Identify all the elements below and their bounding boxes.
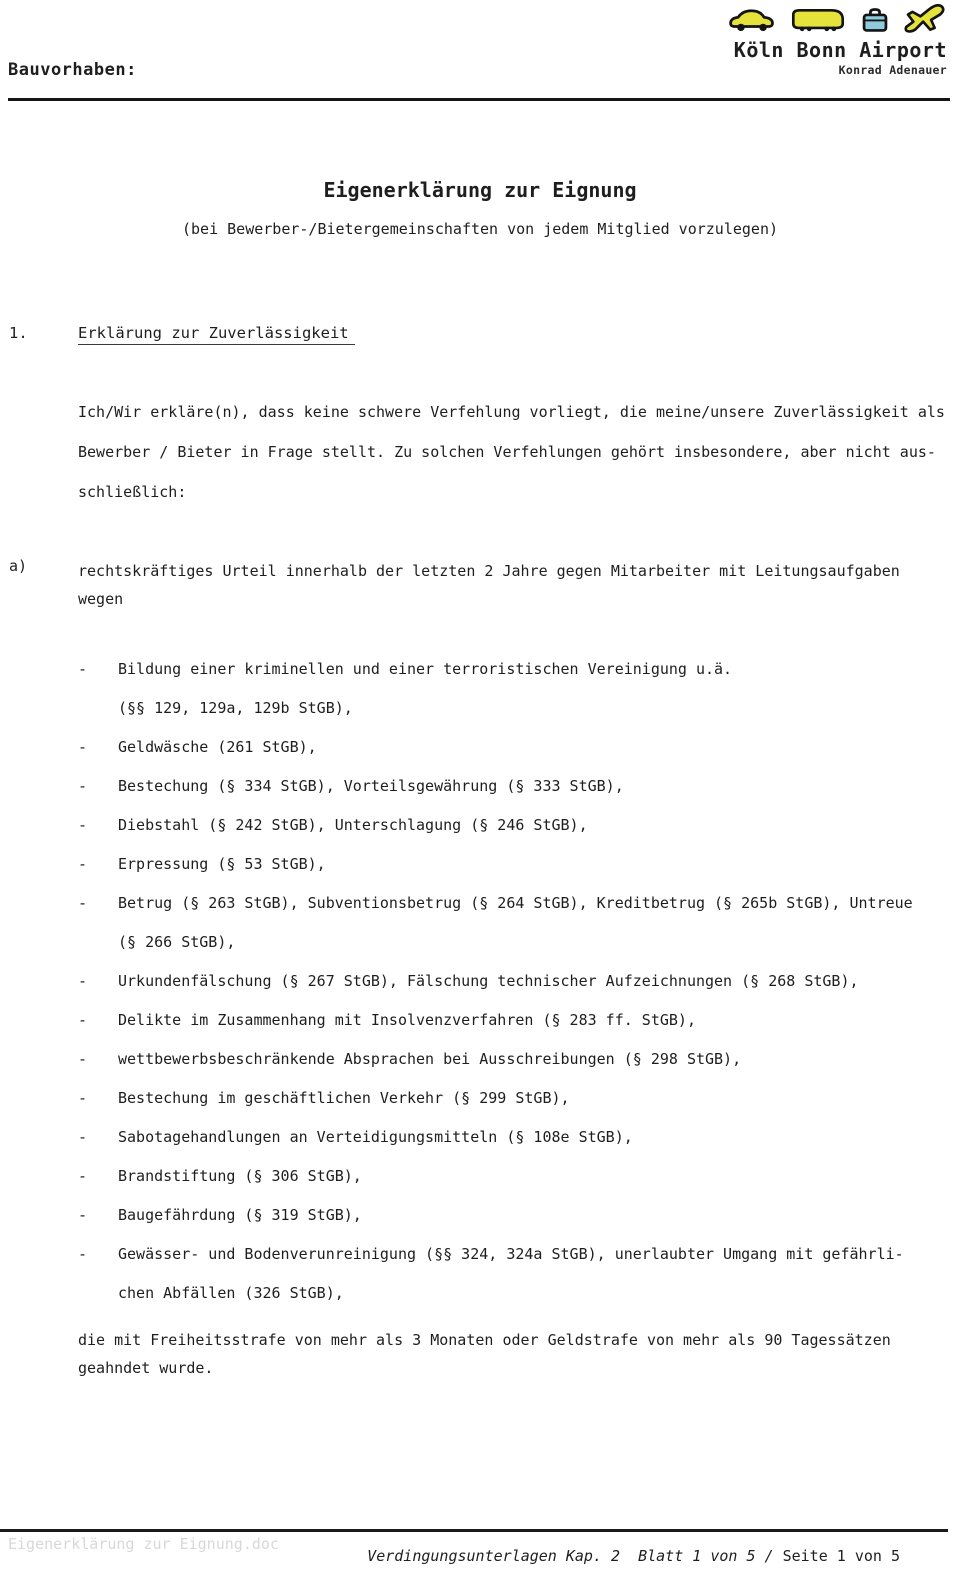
list-item bbox=[78, 728, 958, 767]
offense-text bbox=[118, 1040, 958, 1079]
offense-text bbox=[118, 1001, 958, 1040]
text-line: rechtskräftiges Urteil innerhalb der letzten 2 Jahre gegen Mitarbeiter mit Leitungsaufgaben bbox=[78, 562, 900, 580]
text-line: Bildung einer kriminellen und einer terroristischen Vereinigung u.ä. bbox=[118, 660, 733, 678]
logo-tagline: Konrad Adenauer bbox=[838, 63, 947, 77]
footer-reference-page: Seite 1 von 5 bbox=[782, 1547, 900, 1565]
project-label: Bauvorhaben: bbox=[8, 60, 137, 80]
section-number: 1. bbox=[9, 324, 28, 342]
offense-text bbox=[118, 650, 958, 728]
list-item bbox=[78, 1118, 958, 1157]
list-item bbox=[78, 1235, 958, 1313]
text-line: (§§ 129, 129a, 129b StGB), bbox=[118, 699, 353, 717]
list-item bbox=[78, 962, 958, 1001]
car-icon bbox=[728, 5, 776, 35]
text-line: Erpressung (§ 53 StGB), bbox=[118, 855, 326, 873]
text-line: Brandstiftung (§ 306 StGB), bbox=[118, 1167, 362, 1185]
text-line: Ich/Wir erkläre(n), dass keine schwere Verfehlung vorliegt, die meine/unsere Zuverlässigkeit als bbox=[78, 403, 945, 421]
airport-logo bbox=[728, 4, 947, 77]
text-line: schließlich: bbox=[78, 483, 187, 501]
bullet-dash: - bbox=[78, 1089, 88, 1107]
item-a-marker: a) bbox=[9, 557, 28, 575]
offense-text bbox=[118, 1079, 958, 1118]
list-item bbox=[78, 1196, 958, 1235]
offense-text bbox=[118, 884, 958, 962]
offense-text bbox=[118, 767, 958, 806]
text-line: Betrug (§ 263 StGB), Subventionsbetrug (§ 264 StGB), Kreditbetrug (§ 265b StGB), Untreue bbox=[118, 894, 913, 912]
text-line: Baugefährdung (§ 319 StGB), bbox=[118, 1206, 362, 1224]
list-item bbox=[78, 845, 958, 884]
bullet-dash: - bbox=[78, 738, 88, 756]
bullet-dash: - bbox=[78, 855, 88, 873]
text-line: chen Abfällen (326 StGB), bbox=[118, 1284, 344, 1302]
bullet-dash: - bbox=[78, 1167, 88, 1185]
footer-divider bbox=[0, 1529, 948, 1532]
item-a-paragraph bbox=[78, 557, 958, 613]
bullet-dash: - bbox=[78, 777, 88, 795]
intro-paragraph bbox=[78, 392, 958, 512]
text-line: Diebstahl (§ 242 StGB), Unterschlagung (§ 246 StGB), bbox=[118, 816, 588, 834]
text-line: die mit Freiheitsstrafe von mehr als 3 Monaten oder Geldstrafe von mehr als 90 Tagessätzen bbox=[78, 1331, 891, 1349]
bullet-dash: - bbox=[78, 972, 88, 990]
text-line: wegen bbox=[78, 590, 124, 608]
list-item bbox=[78, 1001, 958, 1040]
bullet-dash: - bbox=[78, 1128, 88, 1146]
text-line: Geldwäsche (261 StGB), bbox=[118, 738, 317, 756]
text-line: Bewerber / Bieter in Frage stellt. Zu solchen Verfehlungen gehört insbesondere, aber nicht aus- bbox=[78, 443, 936, 461]
list-item bbox=[78, 884, 958, 962]
bullet-dash: - bbox=[78, 1050, 88, 1068]
list-item bbox=[78, 767, 958, 806]
offense-text bbox=[118, 845, 958, 884]
offense-text bbox=[118, 806, 958, 845]
bullet-dash: - bbox=[78, 816, 88, 834]
section-heading: Erklärung zur Zuverlässigkeit bbox=[78, 324, 355, 345]
bullet-dash: - bbox=[78, 1206, 88, 1224]
list-item bbox=[78, 1157, 958, 1196]
suitcase-icon bbox=[860, 4, 890, 35]
offense-list bbox=[78, 650, 958, 1313]
bullet-dash: - bbox=[78, 1245, 88, 1263]
offense-text bbox=[118, 1235, 958, 1313]
logo-brand-text: Köln Bonn Airport bbox=[733, 38, 947, 62]
list-item bbox=[78, 650, 958, 728]
text-line: wettbewerbsbeschränkende Absprachen bei Ausschreibungen (§ 298 StGB), bbox=[118, 1050, 742, 1068]
offense-text bbox=[118, 1196, 958, 1235]
bullet-dash: - bbox=[78, 894, 88, 912]
list-item bbox=[78, 1040, 958, 1079]
list-item bbox=[78, 806, 958, 845]
logo-icon-row bbox=[728, 4, 947, 35]
footer-reference-chapter: Verdingungsunterlagen Kap. 2 Blatt 1 von 5 / bbox=[367, 1547, 783, 1565]
offense-text bbox=[118, 1118, 958, 1157]
text-line: Gewässer- und Bodenverunreinigung (§§ 324, 324a StGB), unerlaubter Umgang mit gefährli- bbox=[118, 1245, 904, 1263]
footer-filename: Eigenerklärung zur Eignung.doc bbox=[8, 1535, 279, 1553]
offense-text bbox=[118, 1157, 958, 1196]
page-subtitle: (bei Bewerber-/Bietergemeinschaften von jedem Mitglied vorzulegen) bbox=[181, 220, 779, 238]
offense-text bbox=[118, 962, 958, 1001]
list-item bbox=[78, 1079, 958, 1118]
footer-reference bbox=[367, 1547, 900, 1565]
closing-paragraph bbox=[78, 1326, 958, 1382]
text-line: Sabotagehandlungen an Verteidigungsmitteln (§ 108e StGB), bbox=[118, 1128, 633, 1146]
bullet-dash: - bbox=[78, 1011, 88, 1029]
text-line: geahndet wurde. bbox=[78, 1359, 214, 1377]
page-title: Eigenerklärung zur Eignung bbox=[323, 178, 637, 202]
text-line: Urkundenfälschung (§ 267 StGB), Fälschung technischer Aufzeichnungen (§ 268 StGB), bbox=[118, 972, 859, 990]
bullet-dash: - bbox=[78, 660, 88, 678]
plane-icon bbox=[901, 3, 947, 35]
text-line: Bestechung im geschäftlichen Verkehr (§ 299 StGB), bbox=[118, 1089, 570, 1107]
bauvorhaben-fill-line bbox=[8, 98, 950, 101]
text-line: (§ 266 StGB), bbox=[118, 933, 236, 951]
text-line: Bestechung (§ 334 StGB), Vorteilsgewährung (§ 333 StGB), bbox=[118, 777, 624, 795]
train-icon bbox=[787, 5, 849, 35]
text-line: Delikte im Zusammenhang mit Insolvenzverfahren (§ 283 ff. StGB), bbox=[118, 1011, 696, 1029]
offense-text bbox=[118, 728, 958, 767]
